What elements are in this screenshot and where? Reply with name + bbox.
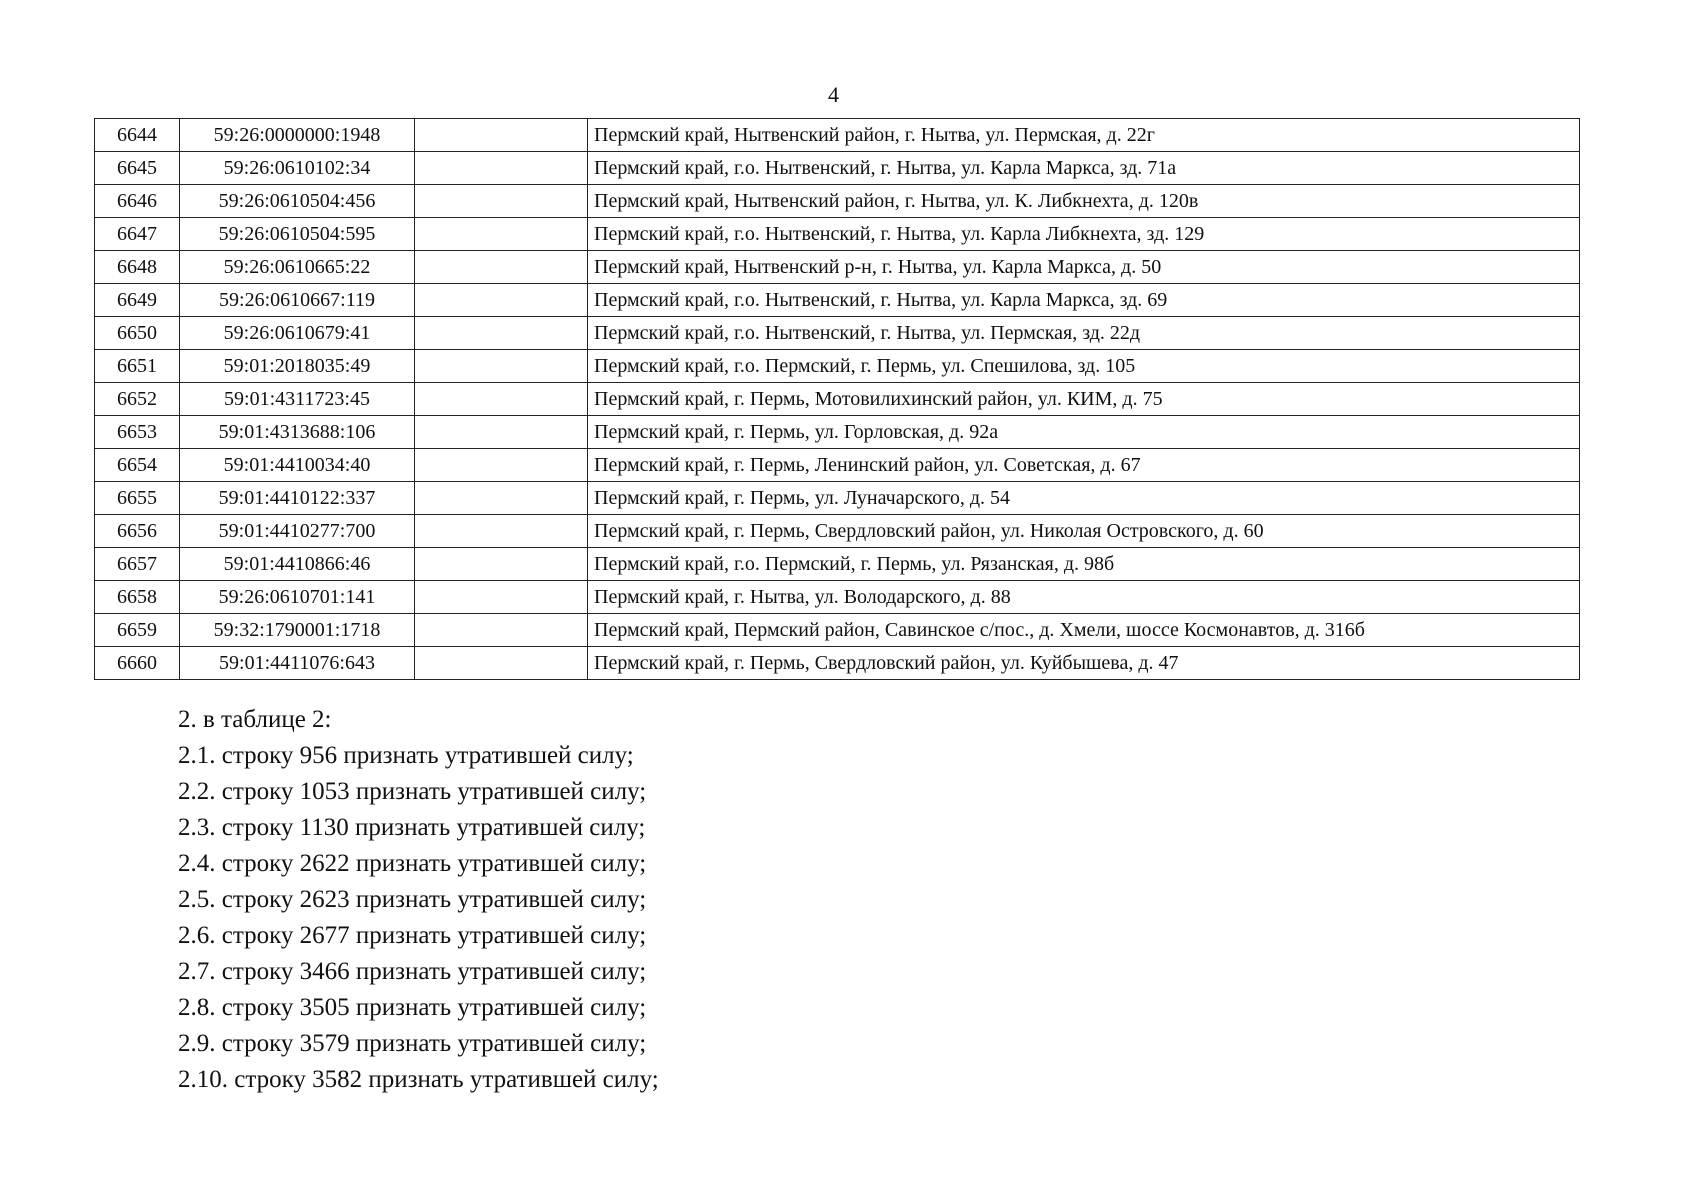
empty-cell [415,251,588,284]
cadastral-number: 59:26:0610667:119 [180,284,415,317]
row-number: 6644 [95,119,180,152]
cadastral-number: 59:26:0000000:1948 [180,119,415,152]
cadastral-number: 59:32:1790001:1718 [180,614,415,647]
cadastral-number: 59:26:0610504:456 [180,185,415,218]
empty-cell [415,284,588,317]
cadastral-number: 59:26:0610679:41 [180,317,415,350]
address: Пермский край, г. Нытва, ул. Володарского, д. 88 [588,581,1580,614]
address: Пермский край, г.о. Нытвенский, г. Нытва, ул. Карла Маркса, зд. 69 [588,284,1580,317]
row-number: 6647 [95,218,180,251]
empty-cell [415,482,588,515]
row-number: 6657 [95,548,180,581]
cadastral-number: 59:26:0610504:595 [180,218,415,251]
cadastral-number: 59:26:0610665:22 [180,251,415,284]
table-row [95,119,1580,152]
list-heading: 2. в таблице 2: [178,706,332,733]
row-number: 6659 [95,614,180,647]
table-row [95,416,1580,449]
table-row [95,614,1580,647]
empty-cell [415,416,588,449]
empty-cell [415,152,588,185]
address: Пермский край, Пермский район, Савинское с/пос., д. Хмели, шоссе Космонавтов, д. 316б [588,614,1580,647]
cadastral-number: 59:26:0610701:141 [180,581,415,614]
empty-cell [415,119,588,152]
objects-table [94,118,1580,680]
address: Пермский край, г.о. Пермский, г. Пермь, ул. Спешилова, зд. 105 [588,350,1580,383]
address: Пермский край, Нытвенский р-н, г. Нытва, ул. Карла Маркса, д. 50 [588,251,1580,284]
row-number: 6645 [95,152,180,185]
row-number: 6656 [95,515,180,548]
empty-cell [415,350,588,383]
cadastral-number: 59:01:4410277:700 [180,515,415,548]
cadastral-number: 59:01:4410866:46 [180,548,415,581]
table-row [95,251,1580,284]
empty-cell [415,449,588,482]
address: Пермский край, г.о. Нытвенский, г. Нытва, ул. Пермская, зд. 22д [588,317,1580,350]
cadastral-number: 59:01:4313688:106 [180,416,415,449]
empty-cell [415,185,588,218]
list-item: 2.7. строку 3466 признать утратившей силу; [178,958,647,985]
amendments-list [178,702,659,1098]
row-number: 6653 [95,416,180,449]
empty-cell [415,548,588,581]
list-item: 2.1. строку 956 признать утратившей силу; [178,742,634,769]
table-row [95,218,1580,251]
address: Пермский край, г.о. Пермский, г. Пермь, ул. Рязанская, д. 98б [588,548,1580,581]
row-number: 6649 [95,284,180,317]
list-item: 2.6. строку 2677 признать утратившей силу; [178,922,647,949]
empty-cell [415,218,588,251]
empty-cell [415,647,588,680]
cadastral-number: 59:01:2018035:49 [180,350,415,383]
table-row [95,482,1580,515]
list-item: 2.10. строку 3582 признать утратившей силу; [178,1066,659,1093]
list-item: 2.9. строку 3579 признать утратившей силу; [178,1030,647,1057]
empty-cell [415,515,588,548]
table-row [95,515,1580,548]
row-number: 6652 [95,383,180,416]
address: Пермский край, г.о. Нытвенский, г. Нытва, ул. Карла Либкнехта, зд. 129 [588,218,1580,251]
list-item: 2.3. строку 1130 признать утратившей силу; [178,814,646,841]
cadastral-number: 59:26:0610102:34 [180,152,415,185]
cadastral-number: 59:01:4311723:45 [180,383,415,416]
table-row [95,647,1580,680]
address: Пермский край, Нытвенский район, г. Нытва, ул. Пермская, д. 22г [588,119,1580,152]
address: Пермский край, г. Пермь, ул. Луначарского, д. 54 [588,482,1580,515]
empty-cell [415,383,588,416]
address: Пермский край, г. Пермь, Ленинский район, ул. Советская, д. 67 [588,449,1580,482]
list-item: 2.2. строку 1053 признать утратившей силу; [178,778,647,805]
address: Пермский край, г. Пермь, ул. Горловская, д. 92а [588,416,1580,449]
cadastral-number: 59:01:4411076:643 [180,647,415,680]
table-row [95,548,1580,581]
table-row [95,581,1580,614]
row-number: 6658 [95,581,180,614]
row-number: 6654 [95,449,180,482]
list-item: 2.4. строку 2622 признать утратившей силу; [178,850,647,877]
address: Пермский край, г.о. Нытвенский, г. Нытва, ул. Карла Маркса, зд. 71а [588,152,1580,185]
table-row [95,350,1580,383]
table-row [95,317,1580,350]
list-item: 2.5. строку 2623 признать утратившей силу; [178,886,647,913]
address: Пермский край, г. Пермь, Мотовилихинский район, ул. КИМ, д. 75 [588,383,1580,416]
table-row [95,185,1580,218]
page-number: 4 [828,82,839,107]
address: Пермский край, г. Пермь, Свердловский район, ул. Николая Островского, д. 60 [588,515,1580,548]
row-number: 6651 [95,350,180,383]
table-row [95,449,1580,482]
row-number: 6655 [95,482,180,515]
row-number: 6648 [95,251,180,284]
address: Пермский край, Нытвенский район, г. Нытва, ул. К. Либкнехта, д. 120в [588,185,1580,218]
table-row [95,284,1580,317]
row-number: 6650 [95,317,180,350]
table-row [95,383,1580,416]
table-row [95,152,1580,185]
row-number: 6646 [95,185,180,218]
list-item: 2.8. строку 3505 признать утратившей силу; [178,994,647,1021]
table-body [95,119,1580,680]
cadastral-number: 59:01:4410122:337 [180,482,415,515]
cadastral-number: 59:01:4410034:40 [180,449,415,482]
list-items [178,738,659,1098]
address: Пермский край, г. Пермь, Свердловский район, ул. Куйбышева, д. 47 [588,647,1580,680]
row-number: 6660 [95,647,180,680]
empty-cell [415,581,588,614]
empty-cell [415,614,588,647]
empty-cell [415,317,588,350]
